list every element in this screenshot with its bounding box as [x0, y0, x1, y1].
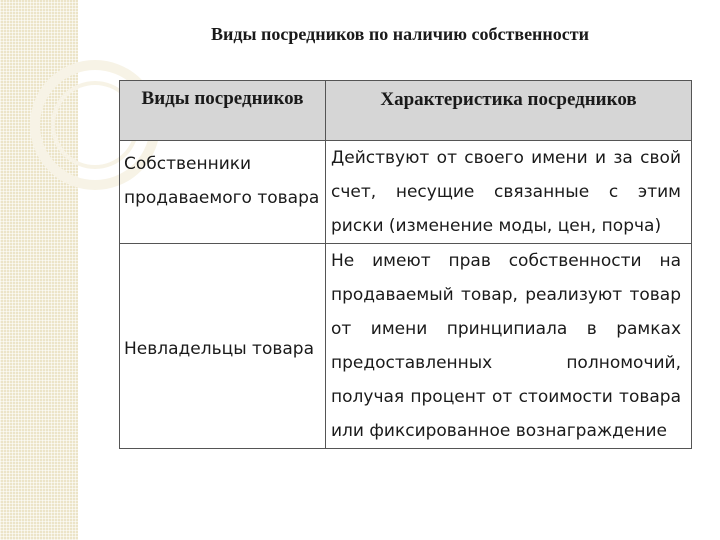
table-row: [120, 141, 692, 244]
intermediary-description-cell: Не имеют прав собственности на продаваемый товар, реализуют товар от имени принципиала в рамках предоставленных полномочий, получая процент от стоимости товара или фиксированное вознаграждение: [326, 244, 692, 449]
header-intermediary-types: Виды посредников: [120, 81, 326, 141]
intermediary-type-cell: Собственники продаваемого товара: [120, 141, 326, 244]
table-row: [120, 244, 692, 449]
intermediaries-table: [119, 80, 692, 449]
intermediary-type-cell: Невладельцы товара: [120, 244, 326, 449]
header-intermediary-characteristics: Характеристика посредников: [326, 81, 692, 141]
page-title: Виды посредников по наличию собственности: [210, 24, 590, 44]
intermediary-description-cell: Действуют от своего имени и за свой счет, несущие связанные с этим риски (изменение моды, цен, порча): [326, 141, 692, 244]
decorative-side-band: [0, 0, 78, 540]
table-header-row: [120, 81, 692, 141]
